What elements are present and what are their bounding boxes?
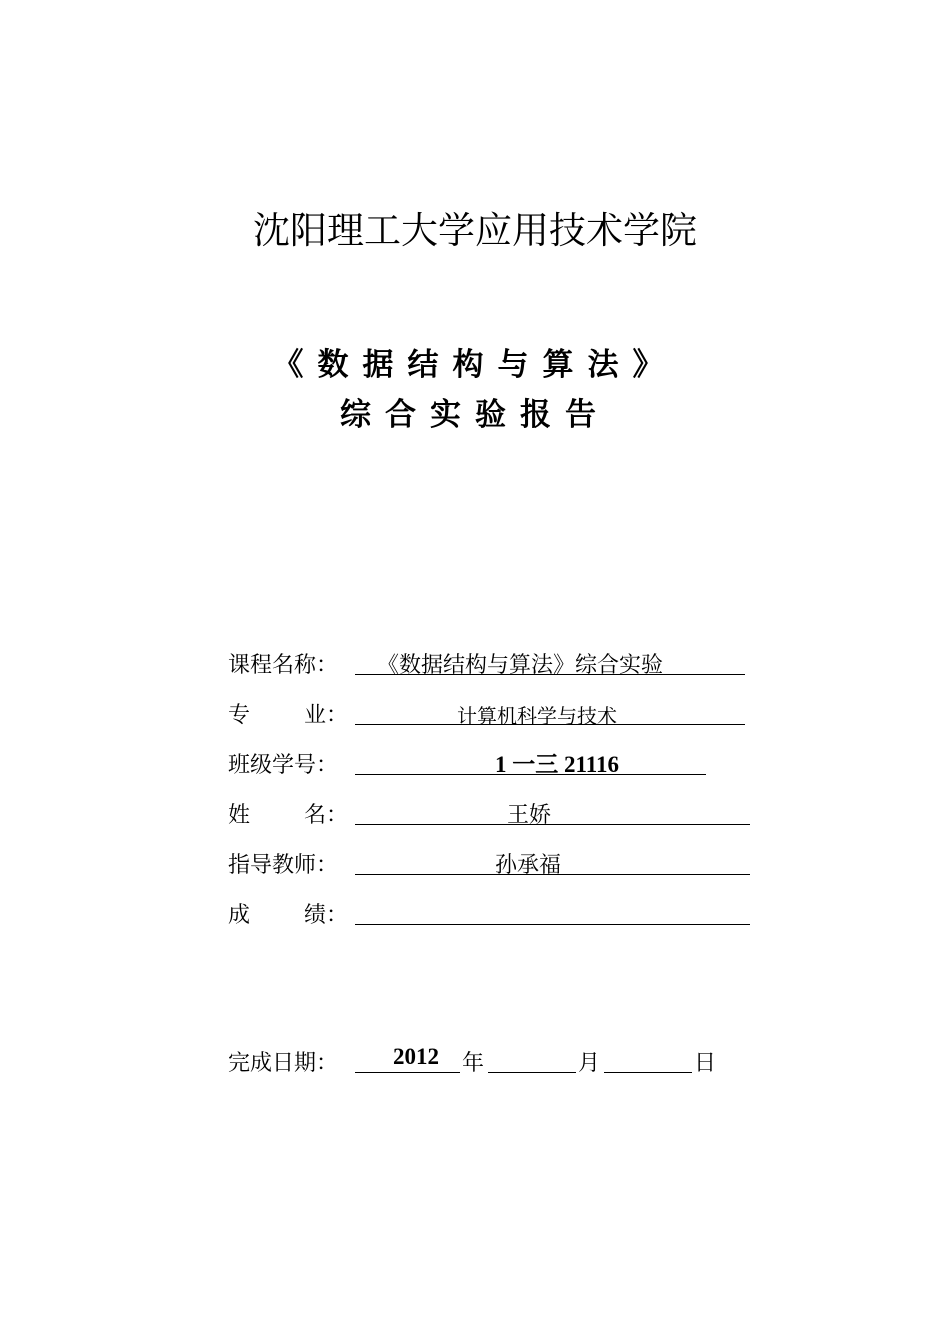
cover-info-block — [228, 640, 788, 940]
grade-label-part-2: 绩： — [304, 903, 349, 928]
year-value: 2012 — [393, 1044, 439, 1069]
name-label-part-1: 姓 — [228, 803, 251, 828]
month-field — [488, 1042, 576, 1073]
name-label-part-2: 名： — [304, 803, 349, 828]
name-field — [355, 794, 750, 828]
advisor-row — [228, 840, 788, 890]
grade-field — [355, 894, 750, 925]
major-label-part-1: 专 — [228, 703, 251, 728]
major-row — [228, 690, 788, 740]
day-unit: 日 — [694, 1051, 717, 1076]
name-row — [228, 790, 788, 840]
major-label-part-2: 业： — [304, 703, 349, 728]
grade-label — [228, 898, 354, 929]
year-unit: 年 — [462, 1051, 485, 1076]
report-title-line-1: 《数据结构与算法》 — [272, 347, 678, 383]
month-unit: 月 — [578, 1051, 601, 1076]
school-name: 沈阳理工大学应用技术学院 — [253, 209, 697, 252]
advisor-value: 孙承福 — [495, 853, 562, 878]
class-id-row — [228, 740, 788, 790]
class-id-value: 1 一三 21116 — [495, 752, 619, 777]
name-value: 王娇 — [507, 803, 552, 828]
advisor-label: 指导教师： — [228, 853, 339, 878]
major-value: 计算机科学与技术 — [457, 704, 617, 728]
class-id-field — [355, 744, 706, 775]
name-label — [228, 798, 354, 829]
course-row — [228, 640, 788, 690]
grade-row — [228, 890, 788, 940]
year-field — [355, 1042, 460, 1073]
advisor-field — [355, 844, 750, 878]
course-label: 课程名称： — [228, 653, 339, 678]
report-title-line-2: 综合实验报告 — [340, 397, 610, 433]
major-field — [355, 694, 745, 728]
completion-date-label: 完成日期： — [228, 1051, 339, 1076]
day-field — [604, 1042, 692, 1073]
grade-label-part-1: 成 — [228, 903, 251, 928]
class-id-label: 班级学号： — [228, 753, 339, 778]
course-value: 《数据结构与算法》综合实验 — [377, 653, 664, 678]
completion-date-row — [228, 1040, 788, 1080]
course-field — [355, 644, 745, 678]
major-label — [228, 698, 354, 729]
